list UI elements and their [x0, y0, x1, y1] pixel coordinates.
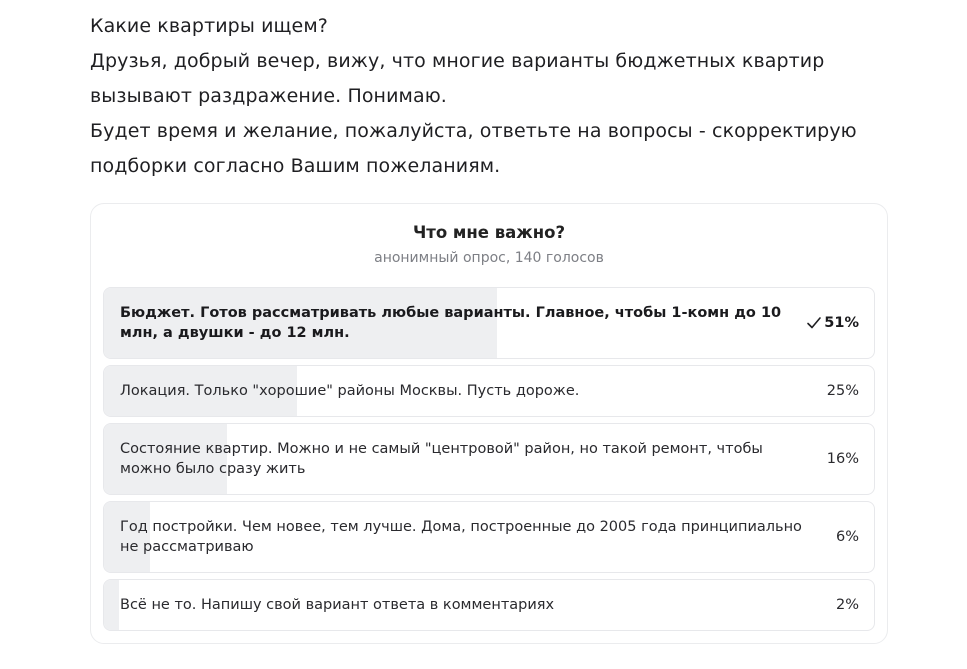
post-heading: Какие квартиры ищем? [90, 15, 328, 37]
poll-option-percent: 6% [835, 529, 859, 545]
poll-option-percent: 25% [826, 383, 859, 399]
post-paragraph: Будет время и желание, пожалуйста, ответьте на вопросы - скорректирую подборки согласно Вашим пожеланиям. [90, 120, 857, 177]
poll-option-label: Локация. Только "хорошие" районы Москвы. Пусть дороже. [120, 383, 580, 399]
poll-option-percent: 51% [824, 315, 859, 331]
poll-option-year[interactable] [103, 501, 875, 573]
poll-option-percent: 2% [835, 597, 859, 613]
poll-option-location[interactable] [103, 365, 875, 417]
poll-option-label: Всё не то. Напишу свой вариант ответа в комментариях [120, 597, 555, 613]
poll-option-label: Бюджет. Готов рассматривать любые варианты. Главное, чтобы 1-комн до 10 млн, а двушки - до 12 млн. [120, 305, 782, 341]
poll-option-label: Год постройки. Чем новее, тем лучше. Дома, построенные до 2005 года принципиально не рассматриваю [120, 519, 802, 555]
checkmark-icon [806, 315, 822, 331]
poll-option-other[interactable] [103, 579, 875, 631]
poll-option-budget[interactable] [103, 287, 875, 359]
poll-option-percent: 16% [826, 451, 859, 467]
post-paragraph: Друзья, добрый вечер, вижу, что многие варианты бюджетных квартир вызывают раздражение. Понимаю. [90, 50, 825, 107]
poll-option-label: Состояние квартир. Можно и не самый "центровой" район, но такой ремонт, чтобы можно было сразу жить [120, 441, 763, 477]
post-text [90, 9, 920, 184]
poll-option-result-bar [104, 580, 119, 630]
poll-option-condition[interactable] [103, 423, 875, 495]
poll-title: Что мне важно? [412, 223, 566, 242]
poll-meta: анонимный опрос, 140 голосов [374, 250, 604, 266]
poll-card [90, 203, 888, 644]
